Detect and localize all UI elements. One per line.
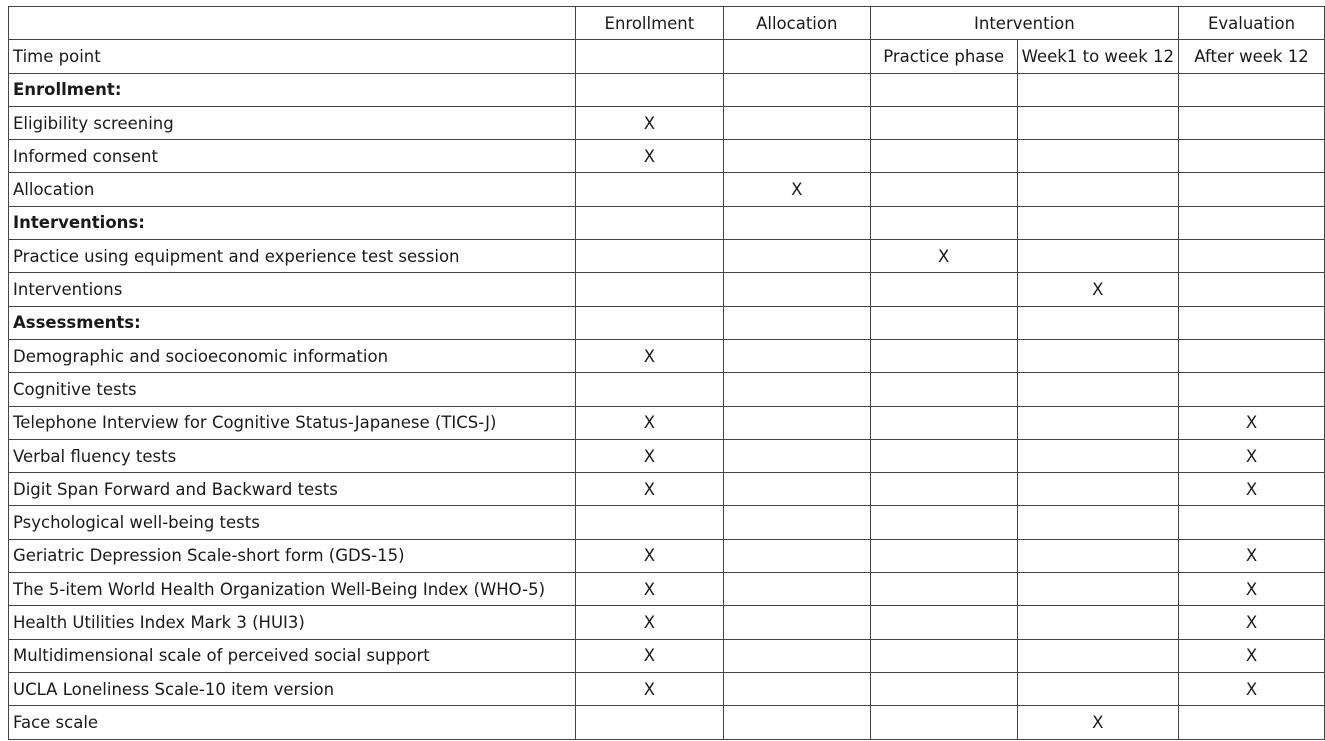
- check-mark-cell: X: [870, 240, 1017, 273]
- check-mark-cell: X: [575, 573, 723, 606]
- empty-cell: [575, 240, 723, 273]
- check-mark-cell: X: [575, 606, 723, 639]
- empty-cell: [723, 273, 870, 306]
- empty-cell: [870, 439, 1017, 472]
- empty-cell: [1179, 173, 1325, 206]
- empty-cell: [723, 439, 870, 472]
- empty-cell: [1179, 73, 1325, 106]
- empty-cell: [1017, 73, 1178, 106]
- empty-cell: [1179, 706, 1325, 739]
- empty-cell: [870, 106, 1017, 139]
- check-mark-cell: X: [1179, 672, 1325, 705]
- check-mark-cell: X: [1017, 706, 1178, 739]
- empty-cell: [1017, 639, 1178, 672]
- empty-cell: [723, 406, 870, 439]
- empty-cell: [575, 706, 723, 739]
- header-week1-to-week12: Week1 to week 12: [1017, 40, 1178, 73]
- header-allocation: Allocation: [723, 7, 870, 40]
- row-label: UCLA Loneliness Scale-10 item version: [9, 672, 576, 705]
- table-row: [9, 240, 1325, 273]
- empty-cell: [723, 473, 870, 506]
- check-mark-cell: X: [575, 672, 723, 705]
- empty-cell: [1179, 373, 1325, 406]
- row-label: The 5-item World Health Organization Well-Being Index (WHO-5): [9, 573, 576, 606]
- empty-cell: [575, 73, 723, 106]
- empty-cell: [1179, 140, 1325, 173]
- empty-cell: [723, 539, 870, 572]
- empty-cell: [870, 506, 1017, 539]
- empty-cell: [723, 672, 870, 705]
- row-label: Multidimensional scale of perceived social support: [9, 639, 576, 672]
- check-mark-cell: X: [575, 406, 723, 439]
- table-row: [9, 140, 1325, 173]
- empty-cell: [723, 306, 870, 339]
- header-evaluation: Evaluation: [1179, 7, 1325, 40]
- row-label: Telephone Interview for Cognitive Status-Japanese (TICS-J): [9, 406, 576, 439]
- check-mark-cell: X: [575, 473, 723, 506]
- table-row: [9, 539, 1325, 572]
- check-mark-cell: X: [723, 173, 870, 206]
- row-label: Allocation: [9, 173, 576, 206]
- empty-cell: [1017, 473, 1178, 506]
- empty-cell: [870, 373, 1017, 406]
- empty-cell: [723, 339, 870, 372]
- row-label: Informed consent: [9, 140, 576, 173]
- empty-cell: [1017, 573, 1178, 606]
- row-label: Demographic and socioeconomic information: [9, 339, 576, 372]
- header-empty-allocation: [723, 40, 870, 73]
- empty-cell: [870, 573, 1017, 606]
- row-label: Practice using equipment and experience test session: [9, 240, 576, 273]
- row-label: Assessments:: [9, 306, 576, 339]
- empty-cell: [1017, 140, 1178, 173]
- empty-cell: [870, 606, 1017, 639]
- empty-cell: [575, 373, 723, 406]
- empty-cell: [1017, 106, 1178, 139]
- empty-cell: [1017, 240, 1178, 273]
- empty-cell: [723, 606, 870, 639]
- check-mark-cell: X: [1179, 606, 1325, 639]
- empty-cell: [575, 506, 723, 539]
- table-row: [9, 273, 1325, 306]
- row-label: Digit Span Forward and Backward tests: [9, 473, 576, 506]
- empty-cell: [723, 506, 870, 539]
- empty-cell: [723, 106, 870, 139]
- check-mark-cell: X: [575, 339, 723, 372]
- table-row: [9, 672, 1325, 705]
- check-mark-cell: X: [1179, 539, 1325, 572]
- check-mark-cell: X: [575, 539, 723, 572]
- empty-cell: [1179, 106, 1325, 139]
- table-row: [9, 439, 1325, 472]
- empty-cell: [1017, 606, 1178, 639]
- empty-cell: [870, 73, 1017, 106]
- empty-cell: [1179, 339, 1325, 372]
- empty-cell: [1017, 672, 1178, 705]
- empty-cell: [870, 339, 1017, 372]
- empty-cell: [870, 639, 1017, 672]
- check-mark-cell: X: [575, 639, 723, 672]
- table-row: [9, 606, 1325, 639]
- check-mark-cell: X: [1017, 273, 1178, 306]
- empty-cell: [870, 706, 1017, 739]
- table-row: [9, 639, 1325, 672]
- empty-cell: [870, 672, 1017, 705]
- empty-cell: [723, 573, 870, 606]
- empty-cell: [870, 173, 1017, 206]
- empty-cell: [1179, 240, 1325, 273]
- table-row: [9, 206, 1325, 239]
- row-label: Verbal fluency tests: [9, 439, 576, 472]
- row-label: Enrollment:: [9, 73, 576, 106]
- table-row: [9, 406, 1325, 439]
- header-after-week12: After week 12: [1179, 40, 1325, 73]
- empty-cell: [575, 273, 723, 306]
- table-row: [9, 339, 1325, 372]
- empty-cell: [870, 539, 1017, 572]
- header-empty-enrollment: [575, 40, 723, 73]
- table-row: [9, 173, 1325, 206]
- empty-cell: [870, 206, 1017, 239]
- empty-cell: [1017, 406, 1178, 439]
- table-row: [9, 706, 1325, 739]
- empty-cell: [1179, 273, 1325, 306]
- empty-cell: [723, 373, 870, 406]
- empty-cell: [1017, 206, 1178, 239]
- empty-cell: [723, 140, 870, 173]
- table-row: [9, 306, 1325, 339]
- empty-cell: [723, 73, 870, 106]
- table-row: [9, 106, 1325, 139]
- check-mark-cell: X: [1179, 573, 1325, 606]
- row-label: Interventions:: [9, 206, 576, 239]
- check-mark-cell: X: [1179, 473, 1325, 506]
- empty-cell: [1017, 373, 1178, 406]
- empty-cell: [575, 306, 723, 339]
- table-row: [9, 573, 1325, 606]
- table-body: [9, 73, 1325, 739]
- empty-cell: [723, 706, 870, 739]
- empty-cell: [870, 306, 1017, 339]
- header-enrollment: Enrollment: [575, 7, 723, 40]
- empty-cell: [870, 140, 1017, 173]
- empty-cell: [723, 639, 870, 672]
- empty-cell: [870, 406, 1017, 439]
- empty-cell: [1017, 439, 1178, 472]
- header-intervention: Intervention: [870, 7, 1178, 40]
- row-label: Geriatric Depression Scale-short form (GDS-15): [9, 539, 576, 572]
- header-time-point: Time point: [9, 40, 576, 73]
- empty-cell: [870, 273, 1017, 306]
- spirit-schedule-table: [8, 6, 1325, 740]
- check-mark-cell: X: [1179, 639, 1325, 672]
- table-row: [9, 373, 1325, 406]
- header-row-timepoints: [9, 40, 1325, 73]
- row-label: Health Utilities Index Mark 3 (HUI3): [9, 606, 576, 639]
- check-mark-cell: X: [575, 439, 723, 472]
- check-mark-cell: X: [1179, 439, 1325, 472]
- check-mark-cell: X: [575, 106, 723, 139]
- empty-cell: [575, 173, 723, 206]
- empty-cell: [1179, 306, 1325, 339]
- header-practice-phase: Practice phase: [870, 40, 1017, 73]
- empty-cell: [1017, 506, 1178, 539]
- empty-cell: [575, 206, 723, 239]
- row-label: Cognitive tests: [9, 373, 576, 406]
- empty-cell: [1017, 339, 1178, 372]
- table-row: [9, 506, 1325, 539]
- table-row: [9, 473, 1325, 506]
- empty-cell: [1179, 206, 1325, 239]
- header-row-phases: [9, 7, 1325, 40]
- check-mark-cell: X: [1179, 406, 1325, 439]
- row-label: Face scale: [9, 706, 576, 739]
- empty-cell: [870, 473, 1017, 506]
- empty-cell: [1179, 506, 1325, 539]
- empty-cell: [1017, 173, 1178, 206]
- empty-cell: [1017, 306, 1178, 339]
- row-label: Interventions: [9, 273, 576, 306]
- table-row: [9, 73, 1325, 106]
- check-mark-cell: X: [575, 140, 723, 173]
- row-label: Eligibility screening: [9, 106, 576, 139]
- empty-cell: [723, 240, 870, 273]
- header-blank-cell: [9, 7, 576, 40]
- empty-cell: [723, 206, 870, 239]
- row-label: Psychological well-being tests: [9, 506, 576, 539]
- empty-cell: [1017, 539, 1178, 572]
